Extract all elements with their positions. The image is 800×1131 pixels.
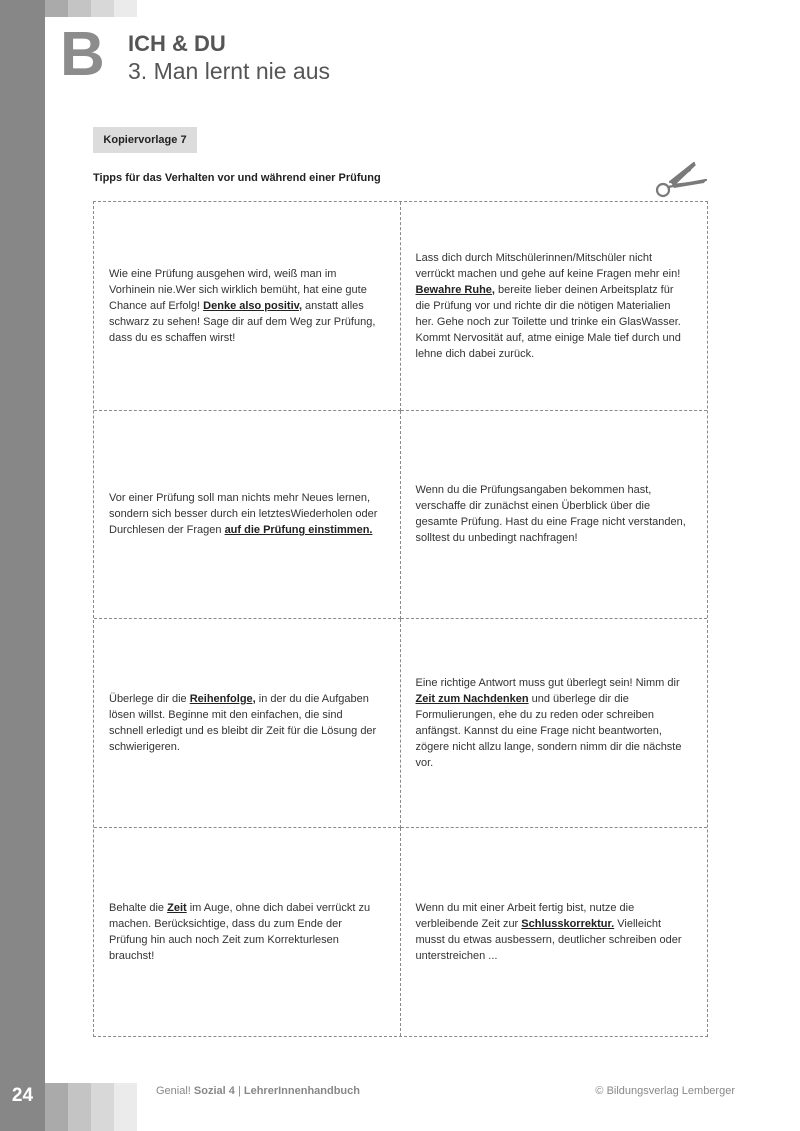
section-heading: Tipps für das Verhalten vor und während einer Prüfung xyxy=(93,172,381,184)
tip-text-after: anstatt alles schwarz zu sehen! Sage dir auf dem Weg zur Prüfung, dass du es schaffen wirst! xyxy=(109,299,376,344)
footer-brand: Genial! xyxy=(156,1085,191,1097)
tip-card-text xyxy=(416,675,688,771)
tips-card-grid xyxy=(93,201,708,1037)
footer-book-info xyxy=(156,1085,360,1097)
footer-strip-3 xyxy=(91,1083,114,1131)
footer-strip-2 xyxy=(68,1083,91,1131)
tip-keyword: Denke also positiv, xyxy=(203,299,302,312)
tip-text-before: Lass dich durch Mitschülerinnen/Mitschüler nicht verrückt machen und gehe auf keine Fragen mehr ein! xyxy=(415,251,681,280)
footer-book: LehrerInnenhandbuch xyxy=(243,1085,360,1097)
tip-card xyxy=(94,828,401,1037)
tip-card-text xyxy=(416,900,688,964)
footer-copyright: © Bildungsverlag Lemberger xyxy=(595,1085,735,1097)
tip-keyword: Bewahre Ruhe, xyxy=(415,283,495,296)
tip-text-after: in der du die Aufgaben lösen willst. Beginne mit den einfachen, die sind schnell erledigt und es bleibt dir Zeit für die Lösung der schwierigeren. xyxy=(109,692,377,753)
top-strip-1 xyxy=(45,0,68,17)
tip-text-after: Vielleicht musst du etwas ausbessern, deutlicher schreiben oder unterstreichen ... xyxy=(415,917,682,962)
top-strip-3 xyxy=(91,0,114,17)
tip-card xyxy=(94,202,401,411)
tip-card-text xyxy=(416,482,688,546)
tip-card xyxy=(401,619,708,828)
tip-text-after: und überlege dir die Formulierungen, ehe du zu reden oder schreiben anfängst. Kannst du eine Frage nicht beantworten, zögere nicht allzu lange, sondern nimm dir die nächste vor. xyxy=(415,692,682,769)
tip-text-after: bereite lieber deinen Arbeitsplatz für die Prüfung vor und richte dir die nötigen Materialien her. Gehe noch zur Toilette und trinke ein GlasWasser. Kommt Nervosität auf, atme einige Male tief durch und lehne dich dabei zurück. xyxy=(415,283,681,360)
chapter-letter: B xyxy=(60,20,105,89)
tip-text-before: Wenn du die Prüfungsangaben bekommen hast, verschaffe dir zunächst einen Überblick über die gesamte Prüfung. Hast du eine Frage nicht verstanden, solltest du unbedingt nachfragen! xyxy=(415,484,686,545)
tip-text-before: Behalte die xyxy=(109,901,168,914)
tip-keyword: Schlusskorrektur. xyxy=(521,917,615,930)
tip-card-text xyxy=(109,266,380,346)
tip-card xyxy=(401,202,708,411)
footer-strip-4 xyxy=(114,1083,137,1131)
tip-text-before: Wenn du mit einer Arbeit fertig bist, nutze die verbleibende Zeit zur xyxy=(415,901,635,930)
tip-card-text xyxy=(109,900,380,964)
tip-text-after: im Auge, ohne dich dabei verrückt zu machen. Berücksichtige, dass du zum Ende der Prüfung hin auch noch Zeit zum Korrekturlesen brauchst! xyxy=(109,901,371,962)
tip-text-before: Wie eine Prüfung ausgehen wird, weiß man im Vorhinein nie.Wer sich wirklich bemüht, hat eine gute Chance auf Erfolg! xyxy=(109,267,367,312)
tip-card xyxy=(94,619,401,828)
footer-subject: Sozial 4 xyxy=(193,1085,235,1097)
scissors-icon xyxy=(650,160,710,200)
side-bar xyxy=(0,0,45,1131)
kopiervorlage-badge: Kopiervorlage 7 xyxy=(93,127,197,153)
top-strip-2 xyxy=(68,0,91,17)
tip-card-text xyxy=(416,250,688,362)
tip-text-before: Überlege dir die xyxy=(109,692,190,705)
tip-keyword: Reihenfolge, xyxy=(189,692,256,705)
tip-card-text xyxy=(109,490,380,538)
footer-strip-1 xyxy=(45,1083,68,1131)
tip-card xyxy=(94,411,401,620)
page-number: 24 xyxy=(11,1085,34,1106)
top-strip-4 xyxy=(114,0,137,17)
chapter-subtitle: 3. Man lernt nie aus xyxy=(128,58,331,84)
footer-separator: | xyxy=(234,1085,244,1097)
tip-text-before: Vor einer Prüfung soll man nichts mehr Neues lernen, sondern sich besser durch ein letztesWiederholen oder Durchlesen der Fragen xyxy=(109,492,378,537)
tip-keyword: Zeit xyxy=(167,901,187,914)
tip-card xyxy=(401,411,708,620)
tip-card-text xyxy=(109,691,380,755)
tip-card xyxy=(401,828,708,1037)
tip-text-before: Eine richtige Antwort muss gut überlegt sein! Nimm dir xyxy=(415,676,680,689)
chapter-title: ICH & DU xyxy=(128,31,226,56)
tip-keyword: auf die Prüfung einstimmen. xyxy=(224,524,373,537)
tip-keyword: Zeit zum Nachdenken xyxy=(415,692,529,705)
